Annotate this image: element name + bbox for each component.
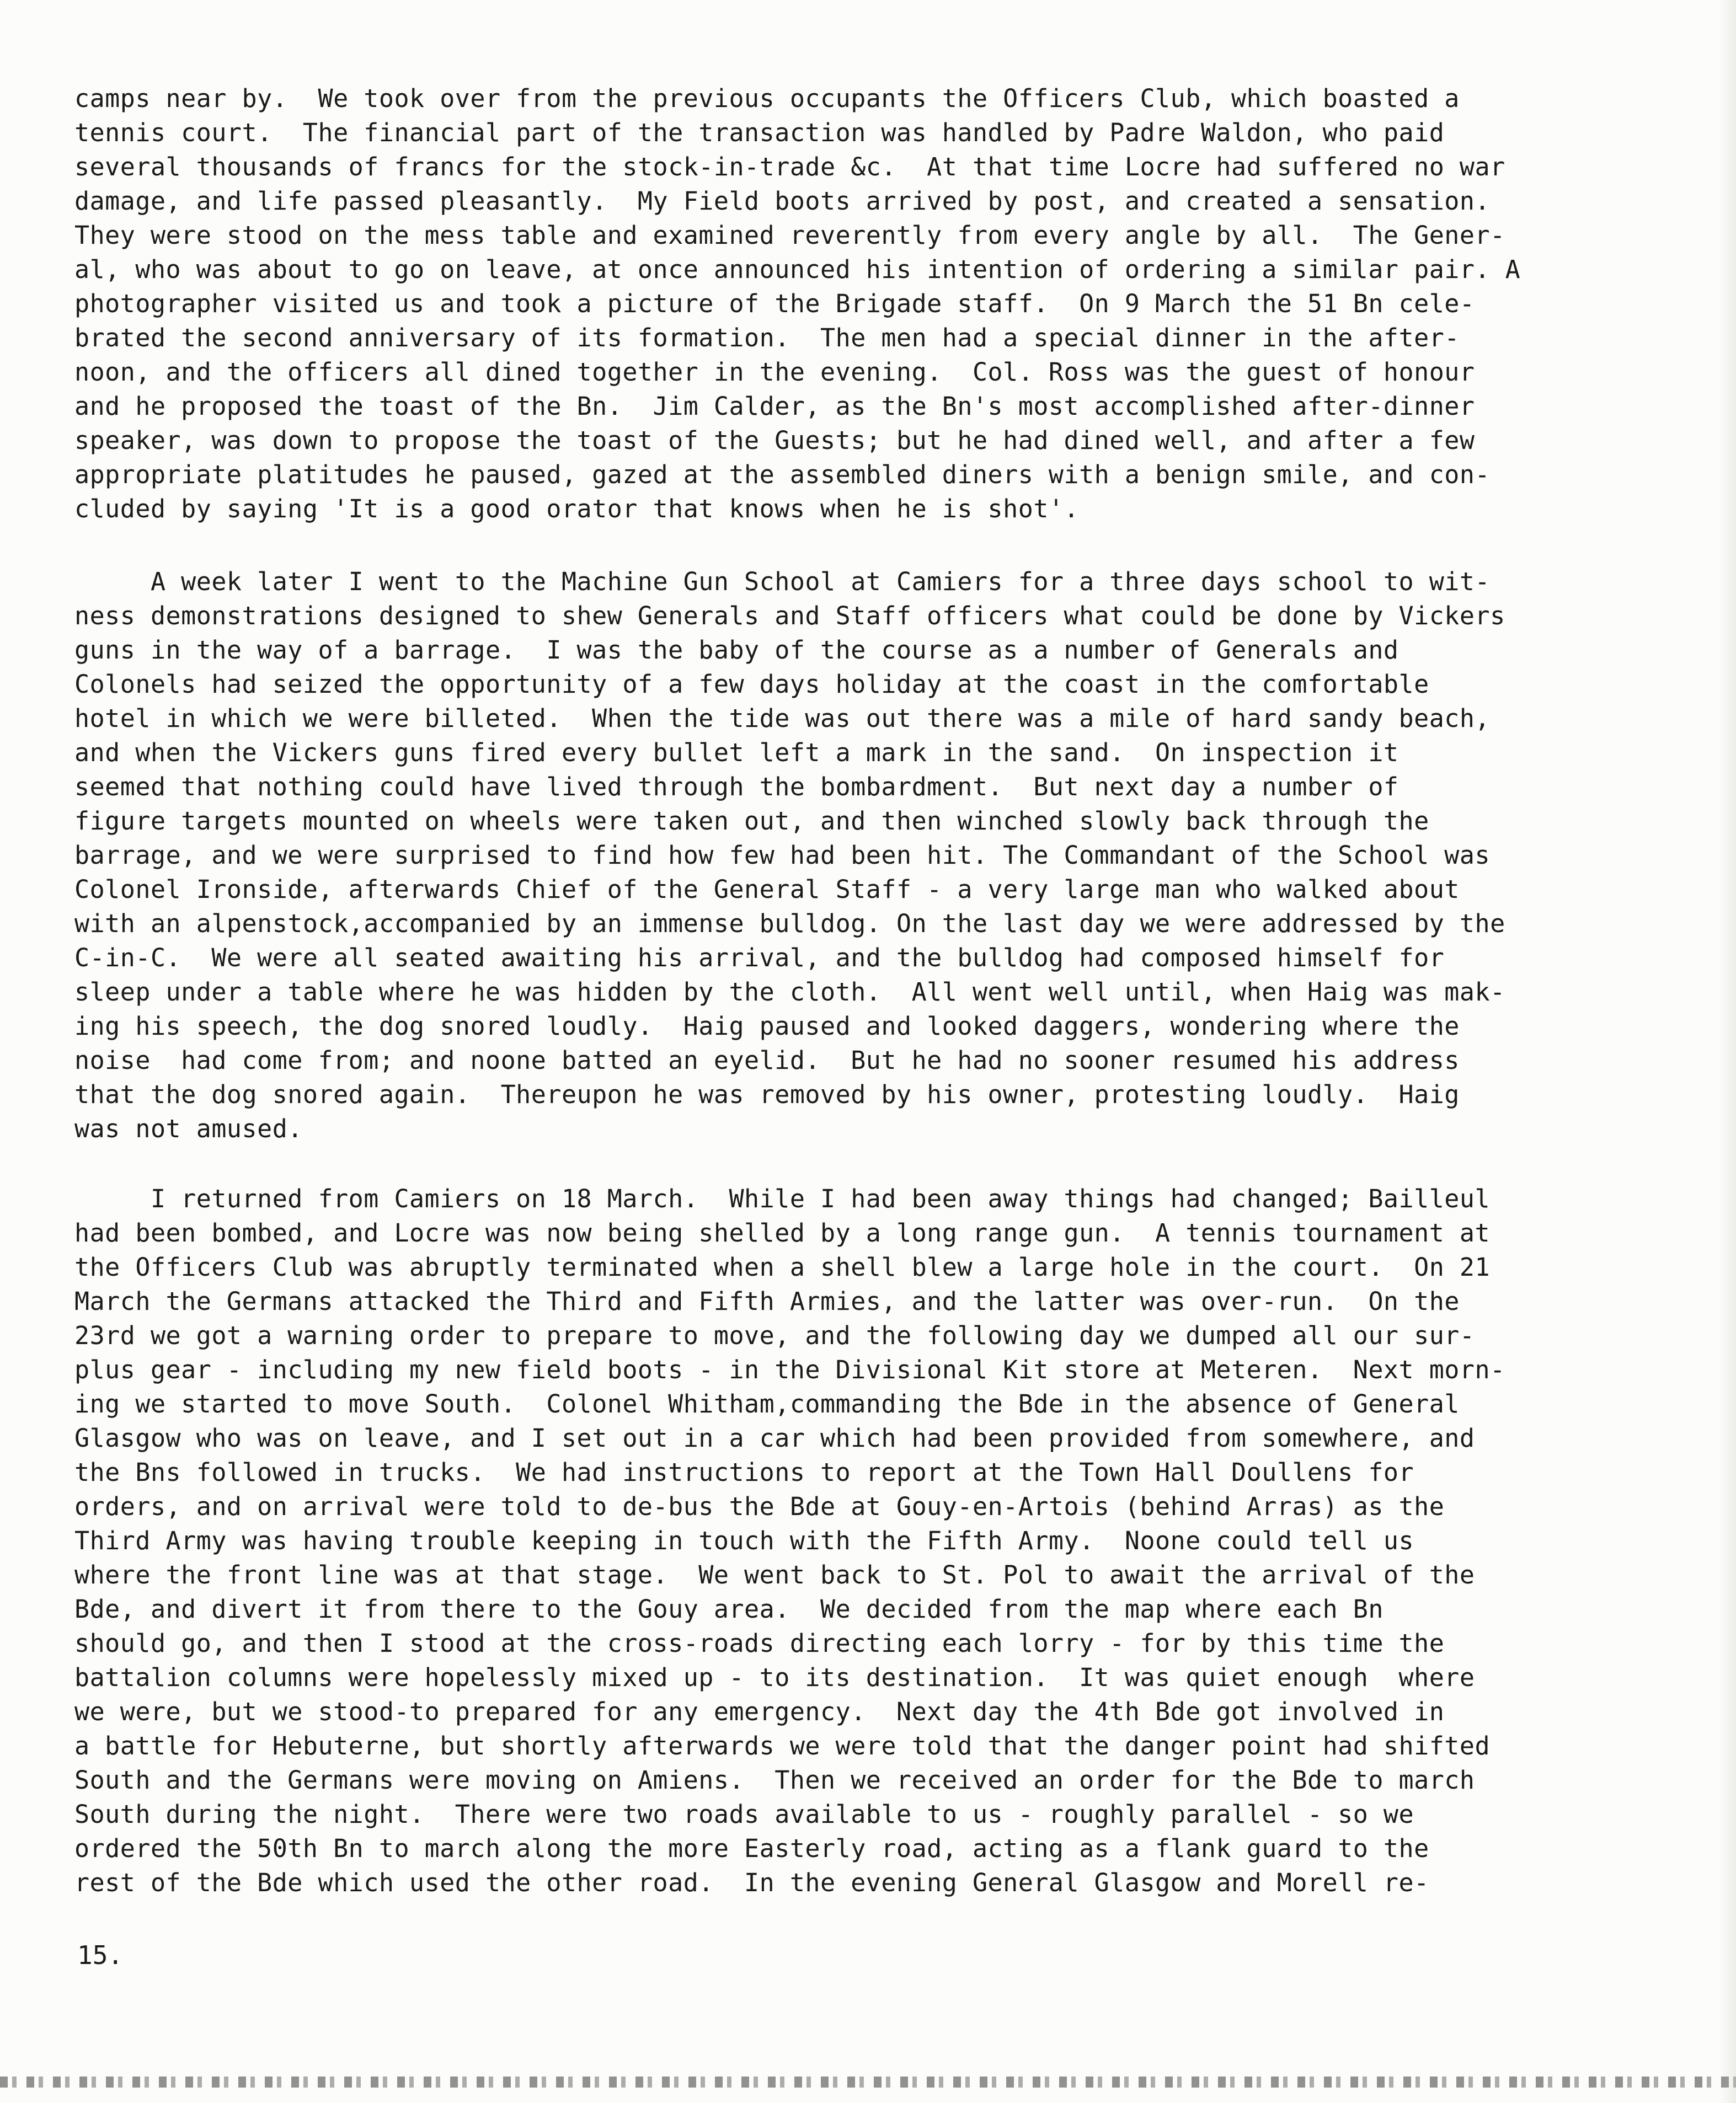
text-line: we were, but we stood-to prepared for any emergency. Next day the 4th Bde got involved in <box>74 1697 1445 1726</box>
text-line: appropriate platitudes he paused, gazed at the assembled diners with a benign smile, and con- <box>74 460 1491 489</box>
text-line: guns in the way of a barrage. I was the baby of the course as a number of Generals and <box>74 635 1399 665</box>
text-line: camps near by. We took over from the previous occupants the Officers Club, which boasted a <box>74 84 1460 113</box>
text-line: the Bns followed in trucks. We had instructions to report at the Town Hall Doullens for <box>74 1458 1414 1487</box>
text-line: Glasgow who was on leave, and I set out in a car which had been provided from somewhere, and <box>74 1424 1475 1453</box>
text-line: March the Germans attacked the Third and Fifth Armies, and the latter was over-run. On the <box>74 1287 1460 1316</box>
text-line: and he proposed the toast of the Bn. Jim Calder, as the Bn's most accomplished after-dinner <box>74 392 1475 421</box>
text-line: I returned from Camiers on 18 March. While I had been away things had changed; Bailleul <box>74 1184 1491 1213</box>
text-line: seemed that nothing could have lived through the bombardment. But next day a number of <box>74 772 1399 801</box>
text-line: al, who was about to go on leave, at once announced his intention of ordering a similar pair. A <box>74 255 1521 284</box>
text-line: noise had come from; and noone batted an eyelid. But he had no sooner resumed his address <box>74 1046 1460 1075</box>
text-line: noon, and the officers all dined together in the evening. Col. Ross was the guest of honour <box>74 357 1475 387</box>
text-line: They were stood on the mess table and examined reverently from every angle by all. The Gener- <box>74 221 1505 250</box>
text-line: and when the Vickers guns fired every bullet left a mark in the sand. On inspection it <box>74 738 1399 767</box>
text-line: photographer visited us and took a picture of the Brigade staff. On 9 March the 51 Bn cele- <box>74 289 1475 318</box>
text-line: South during the night. There were two roads available to us - roughly parallel - so we <box>74 1800 1414 1829</box>
text-line: with an alpenstock,accompanied by an immense bulldog. On the last day we were addressed by the <box>74 909 1505 938</box>
text-line: brated the second anniversary of its formation. The men had a special dinner in the after- <box>74 323 1460 352</box>
text-line: South and the Germans were moving on Amiens. Then we received an order for the Bde to march <box>74 1765 1475 1795</box>
text-line: sleep under a table where he was hidden by the cloth. All went well until, when Haig was mak- <box>74 977 1505 1007</box>
text-line: ing we started to move South. Colonel Whitham,commanding the Bde in the absence of General <box>74 1389 1460 1419</box>
text-line: speaker, was down to propose the toast of the Guests; but he had dined well, and after a few <box>74 426 1475 455</box>
text-line: plus gear - including my new field boots - in the Divisional Kit store at Meteren. Next morn- <box>74 1355 1505 1384</box>
text-line: 23rd we got a warning order to prepare to move, and the following day we dumped all our sur- <box>74 1321 1475 1350</box>
scan-artifact-bottom-edge <box>0 2077 1736 2088</box>
text-line: was not amused. <box>74 1114 303 1143</box>
scan-artifact-right-edge <box>1719 0 1736 2103</box>
text-line: where the front line was at that stage. We went back to St. Pol to await the arrival of the <box>74 1560 1475 1590</box>
paragraph-2 <box>74 565 1619 1146</box>
text-line: Third Army was having trouble keeping in touch with the Fifth Army. Noone could tell us <box>74 1526 1414 1555</box>
text-line: hotel in which we were billeted. When the tide was out there was a mile of hard sandy beach, <box>74 704 1491 733</box>
page-number: 15. <box>77 1940 124 1970</box>
text-line: orders, and on arrival were told to de-bus the Bde at Gouy-en-Artois (behind Arras) as the <box>74 1492 1445 1521</box>
text-line: Colonel Ironside, afterwards Chief of the General Staff - a very large man who walked about <box>74 875 1460 904</box>
text-line: figure targets mounted on wheels were taken out, and then winched slowly back through the <box>74 806 1429 836</box>
text-line: C-in-C. We were all seated awaiting his arrival, and the bulldog had composed himself for <box>74 943 1445 972</box>
text-line: ing his speech, the dog snored loudly. Haig paused and looked daggers, wondering where the <box>74 1012 1460 1041</box>
text-line: the Officers Club was abruptly terminated when a shell blew a large hole in the court. On 21 <box>74 1253 1491 1282</box>
paragraph-3 <box>74 1182 1619 1900</box>
text-line: tennis court. The financial part of the transaction was handled by Padre Waldon, who paid <box>74 118 1445 147</box>
text-line: damage, and life passed pleasantly. My Field boots arrived by post, and created a sensation. <box>74 186 1491 216</box>
text-line: should go, and then I stood at the cross-roads directing each lorry - for by this time the <box>74 1629 1445 1658</box>
text-line: A week later I went to the Machine Gun School at Camiers for a three days school to wit- <box>74 567 1491 596</box>
text-line: Colonels had seized the opportunity of a few days holiday at the coast in the comfortable <box>74 670 1429 699</box>
text-line: that the dog snored again. Thereupon he was removed by his owner, protesting loudly. Haig <box>74 1080 1460 1109</box>
text-line: barrage, and we were surprised to find how few had been hit. The Commandant of the School was <box>74 841 1491 870</box>
text-line: rest of the Bde which used the other road. In the evening General Glasgow and Morell re- <box>74 1868 1429 1897</box>
text-line: battalion columns were hopelessly mixed up - to its destination. It was quiet enough where <box>74 1663 1475 1692</box>
text-line: a battle for Hebuterne, but shortly afterwards we were told that the danger point had shifted <box>74 1731 1491 1760</box>
text-line: ness demonstrations designed to shew Generals and Staff officers what could be done by Vickers <box>74 601 1505 630</box>
text-line: several thousands of francs for the stock-in-trade &c. At that time Locre had suffered no war <box>74 152 1505 181</box>
paragraph-1 <box>74 82 1619 526</box>
text-line: Bde, and divert it from there to the Gouy area. We decided from the map where each Bn <box>74 1594 1384 1624</box>
text-line: ordered the 50th Bn to march along the more Easterly road, acting as a flank guard to the <box>74 1834 1429 1863</box>
text-line: cluded by saying 'It is a good orator that knows when he is shot'. <box>74 494 1080 523</box>
text-line: had been bombed, and Locre was now being shelled by a long range gun. A tennis tournament at <box>74 1218 1491 1248</box>
